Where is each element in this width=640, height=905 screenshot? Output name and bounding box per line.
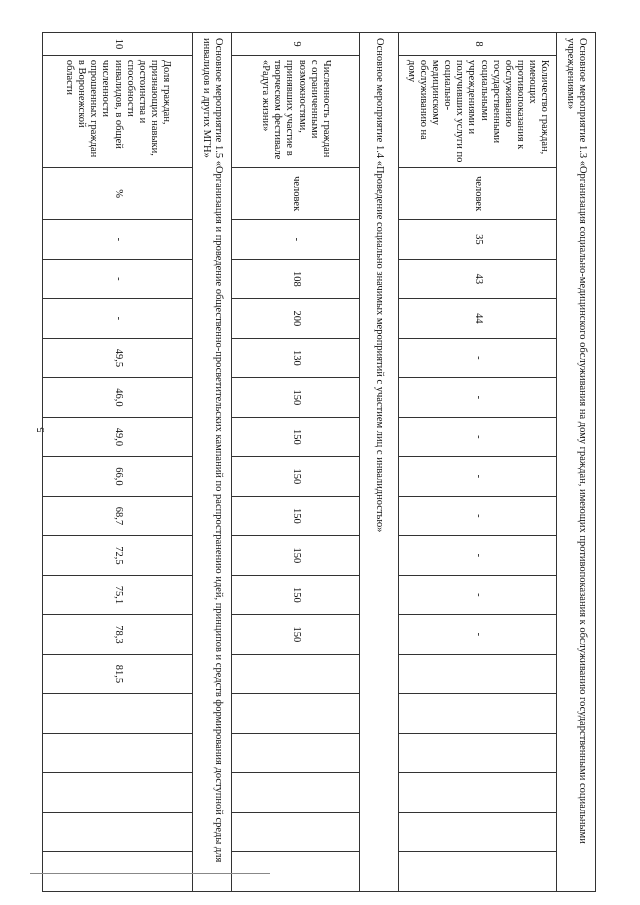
value-cell: - [399,615,557,655]
value-cell: - [399,378,557,418]
value-cell [232,812,360,852]
value-cell: 200 [232,299,360,339]
value-cell: 130 [232,338,360,378]
value-cell: 66,0 [43,457,193,497]
value-cell: - [399,575,557,615]
value-cell [399,773,557,813]
value-cell: 78,3 [43,615,193,655]
value-cell: 72,5 [43,536,193,576]
section-header-row [557,33,596,892]
page-number: 5 [34,427,47,433]
value-cell: - [232,220,360,260]
value-cell: - [399,536,557,576]
value-cell: 150 [232,378,360,418]
value-cell: 150 [232,575,360,615]
value-cell [232,773,360,813]
value-cell [43,694,193,734]
value-cell: - [399,417,557,457]
value-cell: 150 [232,417,360,457]
value-cell [399,733,557,773]
unit-of-measure: % [43,168,193,220]
value-cell [43,812,193,852]
value-cell: 108 [232,259,360,299]
value-cell [232,694,360,734]
value-cell: 81,5 [43,654,193,694]
value-cell: - [399,496,557,536]
unit-of-measure: человек [399,168,557,220]
value-cell [43,733,193,773]
value-cell [399,812,557,852]
value-cell: 150 [232,457,360,497]
value-cell: 150 [232,615,360,655]
value-cell [43,852,193,892]
footer-rule [30,873,270,874]
table-row [399,33,557,892]
indicator-name: Количество граждан, имеющих противопоказания к обслуживанию государственными социальными учреждениями и получивших услуги по социально-медицинскому обслуживанию на дому [399,55,557,167]
value-cell: 150 [232,536,360,576]
value-cell [399,852,557,892]
value-cell: 49,0 [43,417,193,457]
section-title: Основное мероприятие 1.3 «Организация социально-медицинского обслуживания на дому граждан, имеющих противопоказания к обслуживанию государственными социальными учреждениями» [557,33,596,892]
value-cell: - [399,457,557,497]
value-cell: 35 [399,220,557,260]
section-title: Основное мероприятие 1.4 «Проведение социально значимых мероприятий с участием лиц с инвалидностью» [360,33,399,892]
value-cell [232,852,360,892]
indicator-name: Численность граждан с ограниченными возможностями, принявших участие в творческом фестивале «Радуга жизни» [232,55,360,167]
section-title: Основное мероприятие 1.5 «Организация и проведение общественно-просветительских кампаний по распространению идей, принципов и средств формирования доступной среды для инвалидов и других МГН» [193,33,232,892]
value-cell: - [43,299,193,339]
row-number: 8 [399,33,557,56]
value-cell: 150 [232,496,360,536]
value-cell: 46,0 [43,378,193,418]
value-cell: - [43,220,193,260]
value-cell [232,733,360,773]
table-row [43,33,193,892]
row-number: 9 [232,33,360,56]
value-cell [43,773,193,813]
value-cell: 68,7 [43,496,193,536]
value-cell: 49,5 [43,338,193,378]
table-body [43,33,596,892]
value-cell: 44 [399,299,557,339]
value-cell: 75,1 [43,575,193,615]
value-cell [399,654,557,694]
value-cell: - [399,338,557,378]
value-cell: - [43,259,193,299]
value-cell [399,694,557,734]
indicators-table [42,32,596,892]
section-header-row [360,33,399,892]
rotated-page-content [64,32,596,892]
value-cell [232,654,360,694]
unit-of-measure: человек [232,168,360,220]
indicator-name: Доля граждан, признающих навыки, достоинства и способности инвалидов, в общей численности опрошенных граждан в Воронежской области [43,55,193,167]
value-cell: 43 [399,259,557,299]
table-row [232,33,360,892]
section-header-row [193,33,232,892]
row-number: 10 [43,33,193,56]
